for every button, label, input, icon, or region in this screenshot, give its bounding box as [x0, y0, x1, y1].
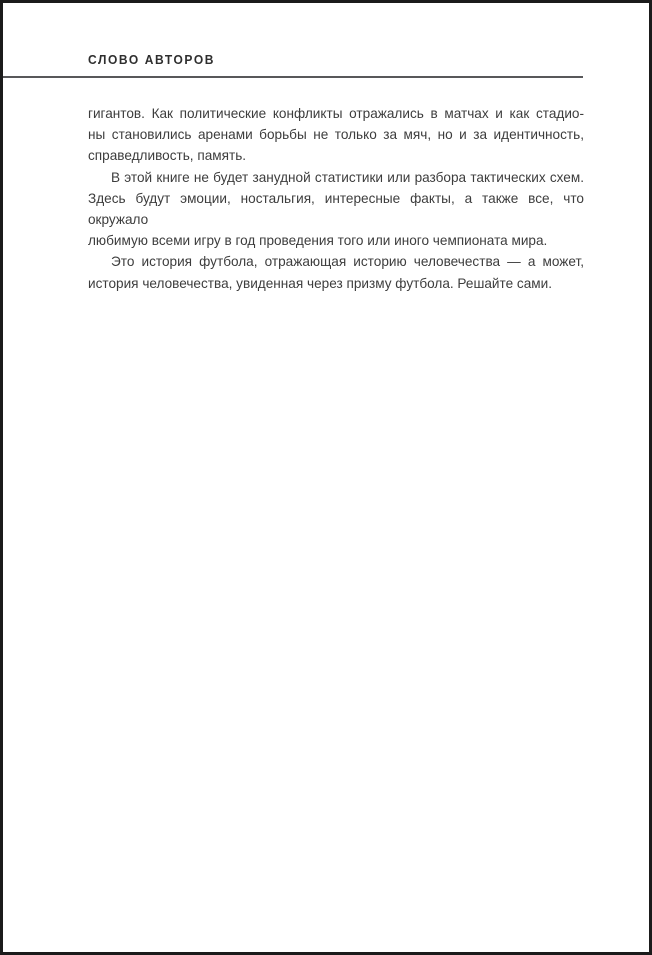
paragraph — [88, 251, 584, 293]
text-line: любимую всеми игру в год проведения того или иного чемпионата мира. — [88, 233, 548, 249]
text-line: Это история футбола, отражающая историю человечества — а может, — [111, 254, 584, 270]
paragraph — [88, 167, 584, 252]
text-line: гигантов. Как политические конфликты отражались в матчах и как стадио- — [88, 106, 584, 121]
text-line: справедливость, память. — [88, 148, 247, 164]
text-line: история человечества, увиденная через призму футбола. Решайте сами. — [88, 275, 553, 291]
header-rule-divider — [3, 76, 583, 78]
text-line: В этой книге не будет занудной статистики или разбора тактических схем. — [111, 169, 584, 185]
paragraph — [88, 103, 584, 167]
chapter-heading: СЛОВО АВТОРОВ — [88, 52, 216, 68]
body-text — [88, 103, 584, 294]
text-line: ны становились аренами борьбы не только за мяч, но и за идентичность, — [88, 127, 584, 143]
text-line: Здесь будут эмоции, ностальгия, интересные факты, а также все, что окружало — [88, 190, 584, 228]
